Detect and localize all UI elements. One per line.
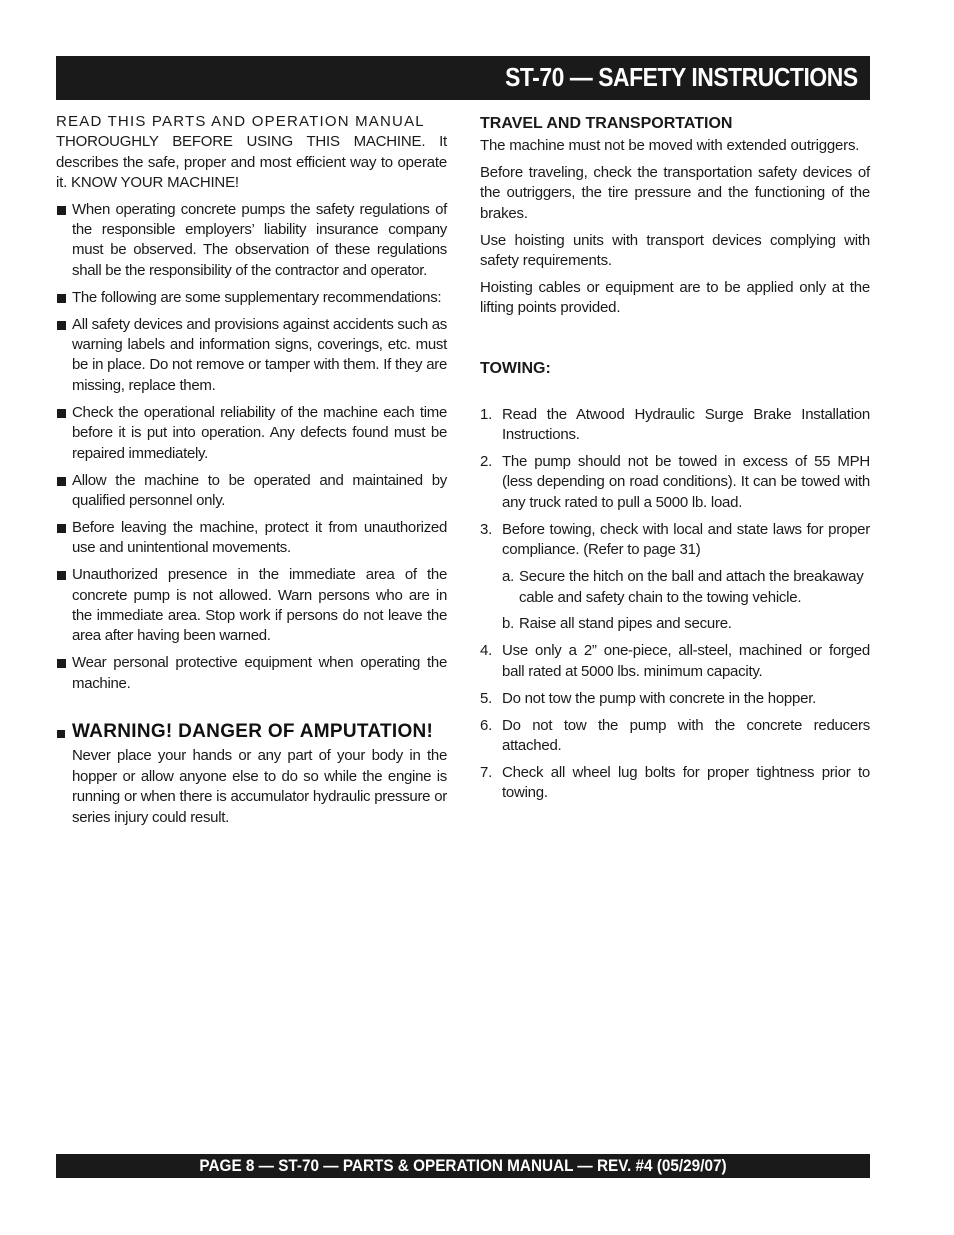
step-text: The pump should not be towed in excess of 55 MPH (less depending on road conditions). It can be towed with any truck rated to pull a 5000 lb. load. [502, 453, 870, 511]
step-item [480, 689, 870, 709]
square-bullet-icon [57, 730, 65, 738]
step-text: Do not tow the pump with the concrete reducers attached. [502, 716, 870, 754]
bullet-text: Unauthorized presence in the immediate area of the concrete pump is not allowed. Warn persons who are in the immediate area. Stop work if persons do not leave the area after having been warned. [72, 566, 447, 645]
step-text: Check all wheel lug bolts for proper tightness prior to towing. [502, 763, 870, 802]
header-bar [56, 56, 870, 100]
bullet-text: Wear personal protective equipment when operating the machine. [72, 654, 447, 692]
step-text: Do not tow the pump with concrete in the hopper. [502, 689, 817, 707]
travel-paragraph: Before traveling, check the transportation safety devices of the outriggers, the tire pressure and the functioning of the brakes. [480, 163, 870, 222]
towing-substeps [480, 567, 870, 635]
square-bullet-icon [57, 409, 66, 418]
towing-steps [480, 405, 870, 561]
step-item [480, 716, 870, 757]
step-text: Use only a 2” one-piece, all-steel, machined or forged ball rated at 5000 lbs. minimum capacity. [502, 642, 870, 680]
footer-bar [56, 1154, 870, 1178]
towing-heading: TOWING: [480, 359, 551, 377]
step-text: Before towing, check with local and state laws for proper compliance. (Refer to page 31) [502, 520, 870, 559]
step-number: 4. [480, 642, 493, 660]
travel-paragraph: Hoisting cables or equipment are to be applied only at the lifting points provided. [480, 278, 870, 317]
travel-paragraph: Use hoisting units with transport devices complying with safety requirements. [480, 231, 870, 270]
step-number: 3. [480, 520, 493, 538]
warning-text: Never place your hands or any part of your body in the hopper or allow anyone else to do so while the engine is running or when there is accumulator hydraulic pressure or series injury could result. [72, 747, 447, 826]
travel-paragraph: The machine must not be moved with extended outriggers. [480, 137, 860, 154]
intro-paragraph [56, 112, 447, 194]
step-number: 2. [480, 453, 493, 471]
step-number: 1. [480, 405, 493, 423]
bullet-text: The following are some supplementary recommendations: [72, 288, 442, 306]
safety-bullet-list [56, 200, 447, 694]
substep-item [480, 567, 870, 608]
square-bullet-icon [57, 524, 66, 533]
bullet-text: When operating concrete pumps the safety regulations of the responsible employers’ liability insurance company must be observed. The observation of these regulations shall be the responsibility of the contractor and operator. [72, 200, 447, 279]
step-item [480, 520, 870, 561]
bullet-item [56, 518, 447, 559]
bullet-item [56, 471, 447, 512]
bullet-item [56, 200, 447, 282]
bullet-item [56, 288, 447, 308]
step-number: 6. [480, 716, 493, 734]
step-item [480, 405, 870, 446]
square-bullet-icon [57, 294, 66, 303]
substep-letter: b. [502, 615, 515, 633]
travel-heading: TRAVEL AND TRANSPORTATION [480, 115, 733, 132]
square-bullet-icon [57, 659, 66, 668]
intro-rest: THOROUGHLY BEFORE USING THIS MACHINE. It describes the safe, proper and most efficient way to operate it. KNOW YOUR MACHINE! [56, 133, 447, 192]
step-item [480, 641, 870, 682]
warning-heading [56, 722, 447, 742]
square-bullet-icon [57, 321, 66, 330]
bullet-item [56, 653, 447, 694]
substep-text: Raise all stand pipes and secure. [519, 615, 732, 633]
towing-steps-continued [480, 641, 870, 803]
page-footer: PAGE 8 — ST-70 — PARTS & OPERATION MANUAL — REV. #4 (05/29/07) [199, 1156, 727, 1175]
bullet-item [56, 315, 447, 397]
step-number: 5. [480, 689, 493, 707]
warning-title: WARNING! DANGER OF AMPUTATION! [72, 721, 434, 743]
step-text: Read the Atwood Hydraulic Surge Brake Installation Instructions. [502, 405, 870, 444]
step-item [480, 763, 870, 804]
step-item [480, 452, 870, 513]
bullet-item [56, 403, 447, 464]
page-title: ST-70 — SAFETY INSTRUCTIONS [505, 62, 858, 92]
bullet-text: All safety devices and provisions against accidents such as warning labels and information signs, coverings, etc. must be in place. Do not remove or tamper with them. If they are missing, replace them. [72, 315, 448, 394]
square-bullet-icon [57, 477, 66, 486]
bullet-text: Check the operational reliability of the machine each time before it is put into operation. Any defects found must be repaired immediately. [72, 403, 447, 462]
right-column [480, 112, 870, 810]
bullet-text: Before leaving the machine, protect it from unauthorized use and unintentional movements. [72, 518, 447, 557]
step-number: 7. [480, 763, 493, 781]
substep-item [480, 614, 870, 634]
square-bullet-icon [57, 571, 66, 580]
intro-lead: READ THIS PARTS AND OPERATION MANUAL [56, 113, 425, 130]
bullet-text: Allow the machine to be operated and maintained by qualified personnel only. [72, 471, 447, 509]
substep-letter: a. [502, 568, 515, 586]
left-column [56, 112, 447, 828]
bullet-item [56, 565, 447, 647]
substep-text: Secure the hitch on the ball and attach the breakaway cable and safety chain to the towing vehicle. [519, 568, 864, 606]
square-bullet-icon [57, 206, 66, 215]
